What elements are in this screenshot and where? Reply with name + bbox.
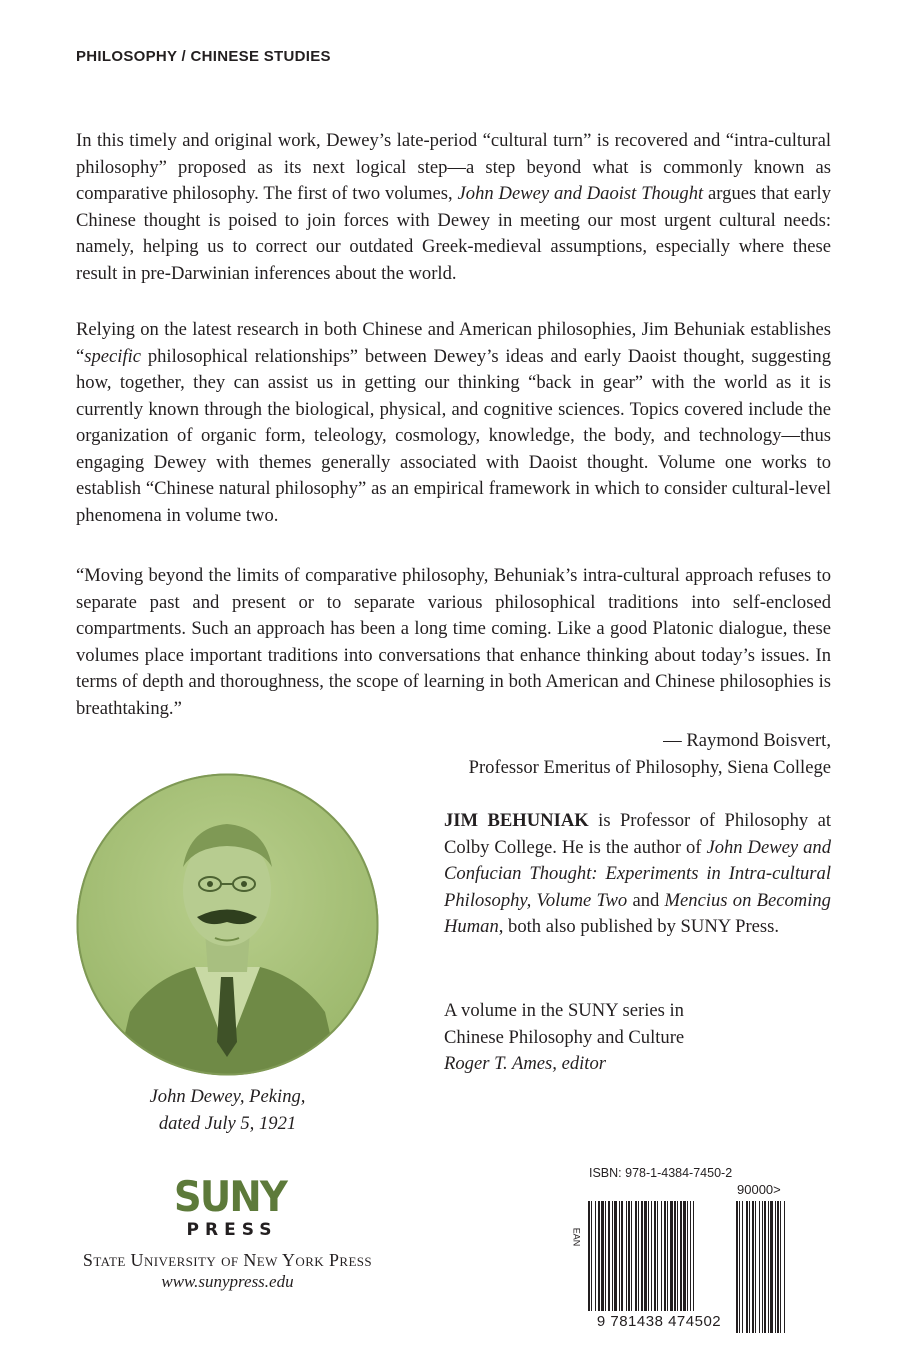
barcode-bar <box>693 1201 694 1311</box>
publisher-website: www.sunypress.edu <box>161 1272 294 1291</box>
barcode-bar <box>591 1201 592 1311</box>
barcode-bar <box>601 1201 604 1311</box>
book-title: John Dewey and Daoist Thought <box>457 183 704 204</box>
photo-caption <box>76 1083 379 1137</box>
barcode-bar <box>770 1201 773 1333</box>
barcode-bar <box>657 1201 658 1311</box>
barcode-bar <box>780 1201 781 1333</box>
barcode-bar <box>626 1201 627 1311</box>
endorsement-author: — Raymond Boisvert, <box>663 730 831 751</box>
barcode-bar <box>628 1201 630 1311</box>
series-line: A volume in the SUNY series in <box>444 1000 684 1021</box>
barcode-bar <box>777 1201 779 1333</box>
barcode <box>584 1183 828 1333</box>
barcode-bar <box>768 1201 769 1333</box>
ean-label: EAN <box>571 1227 582 1247</box>
barcode-bar <box>635 1201 637 1311</box>
series-info <box>444 998 831 1078</box>
isbn-label: ISBN: 978-1-4384-7450-2 <box>589 1166 733 1180</box>
barcode-bar <box>608 1201 610 1311</box>
category-label: PHILOSOPHY / CHINESE STUDIES <box>76 48 331 65</box>
book-title: John Dewey and Confucian Thought: Experiments in Intra-cultural Philosophy, Volume Two <box>444 836 831 911</box>
description-paragraph-2 <box>76 317 831 529</box>
text: , both also published by SUNY Press. <box>498 916 780 937</box>
barcode-bar <box>746 1201 748 1333</box>
barcode-bar <box>644 1201 647 1311</box>
barcode-bar <box>764 1201 766 1333</box>
barcode-bar <box>588 1201 590 1311</box>
barcode-bar <box>680 1201 682 1311</box>
barcode-bar <box>648 1201 649 1311</box>
barcode-bar <box>631 1201 632 1311</box>
barcode-bar <box>614 1201 617 1311</box>
barcode-bar <box>651 1201 652 1311</box>
endorsement-quote: “Moving beyond the limits of comparative philosophy, Behuniak’s intra-cultural approach refuses to separate past and present or to separate various philosophical traditions into self-enclosed compartments. Such an approach has been a long time coming. Like a good Platonic dialogue, these volumes place important traditions into conversations that enhance thinking about today’s issues. In terms of depth and thoroughness, the scope of learning in both American and Chinese philosophies is breathtaking.” <box>76 565 831 719</box>
author-name: JIM BEHUNIAK <box>444 810 589 831</box>
barcode-bar <box>736 1201 738 1333</box>
emphasis: specific <box>84 345 142 367</box>
barcode-bar <box>674 1201 676 1311</box>
barcode-bar <box>605 1201 606 1311</box>
barcode-bar <box>752 1201 754 1333</box>
caption-line: dated July 5, 1921 <box>158 1113 297 1134</box>
barcode-bar <box>641 1201 643 1311</box>
barcode-bar <box>687 1201 688 1311</box>
barcode-bar <box>762 1201 763 1333</box>
barcode-bar <box>664 1201 666 1311</box>
description-paragraph-1 <box>76 128 831 287</box>
barcode-bar <box>690 1201 691 1311</box>
text: argues that early Chinese thought is poised to join forces with Dewey in meeting our most urgent cultural needs: namely, helping us to correct our outdated Greek-medieval assumptions, especially where these result in pre-Darwinian inferences about the world. <box>76 183 831 284</box>
text: Relying on the latest research in both Chinese and American philosophies, Jim Behuniak establishes “ <box>76 319 831 367</box>
press-logo-text: PRESS <box>186 1220 278 1240</box>
barcode-bar <box>667 1201 668 1311</box>
book-title: Mencius on Becoming Human <box>444 889 831 937</box>
caption-line: John Dewey, Peking, <box>149 1086 306 1107</box>
barcode-bar <box>661 1201 662 1311</box>
text: In this timely and original work, Dewey’s late-period “cultural turn” is recovered and “intra-cultural philosophy” proposed as its next logical step—a step beyond what is commonly known as comparative philosophy. The first of two volumes, <box>76 130 831 204</box>
author-portrait <box>75 772 380 1077</box>
barcode-bar <box>742 1201 743 1333</box>
price-code: 90000> <box>737 1182 781 1197</box>
series-editor: Roger T. Ames, editor <box>444 1053 606 1074</box>
barcode-bar <box>621 1201 623 1311</box>
series-line: Chinese Philosophy and Culture <box>444 1026 685 1048</box>
barcode-bar <box>638 1201 639 1311</box>
barcode-bar <box>677 1201 678 1311</box>
text: is Professor of Philosophy at Colby College. He is the author of <box>444 810 832 858</box>
barcode-bar <box>654 1201 656 1311</box>
barcode-bar <box>739 1201 740 1333</box>
barcode-bar <box>619 1201 620 1311</box>
barcode-bar <box>755 1201 756 1333</box>
barcode-digits: 9 781438 474502 <box>596 1313 722 1330</box>
endorsement-affiliation: Professor Emeritus of Philosophy, Siena College <box>468 757 831 778</box>
barcode-bar <box>784 1201 785 1333</box>
barcode-bar <box>759 1201 760 1333</box>
publisher-name: State University of New York Press <box>82 1250 373 1270</box>
suny-logo: SUNY <box>173 1172 287 1221</box>
barcode-bar <box>598 1201 600 1311</box>
barcode-bar <box>670 1201 673 1311</box>
barcode-bar <box>595 1201 596 1311</box>
barcode-bar <box>749 1201 750 1333</box>
text: and <box>627 889 665 911</box>
text: philosophical relationships” between Dewey’s ideas and early Daoist thought, suggesting how, together, they can assist us in getting our thinking “back in gear” with the world as it is currently known through the biological, physical, and cognitive sciences. Topics covered include the organization of organic form, teleology, cosmology, knowledge, the body, and technology—thus engaging Dewey with themes generally associated with Daoist thought. Volume one works to establish “Chinese natural philosophy” as an empirical framework in which to consider cultural-level phenomena in volume two. <box>76 345 831 526</box>
barcode-bar <box>775 1201 776 1333</box>
barcode-bar <box>683 1201 686 1311</box>
barcode-bar <box>612 1201 613 1311</box>
author-bio <box>444 808 831 941</box>
